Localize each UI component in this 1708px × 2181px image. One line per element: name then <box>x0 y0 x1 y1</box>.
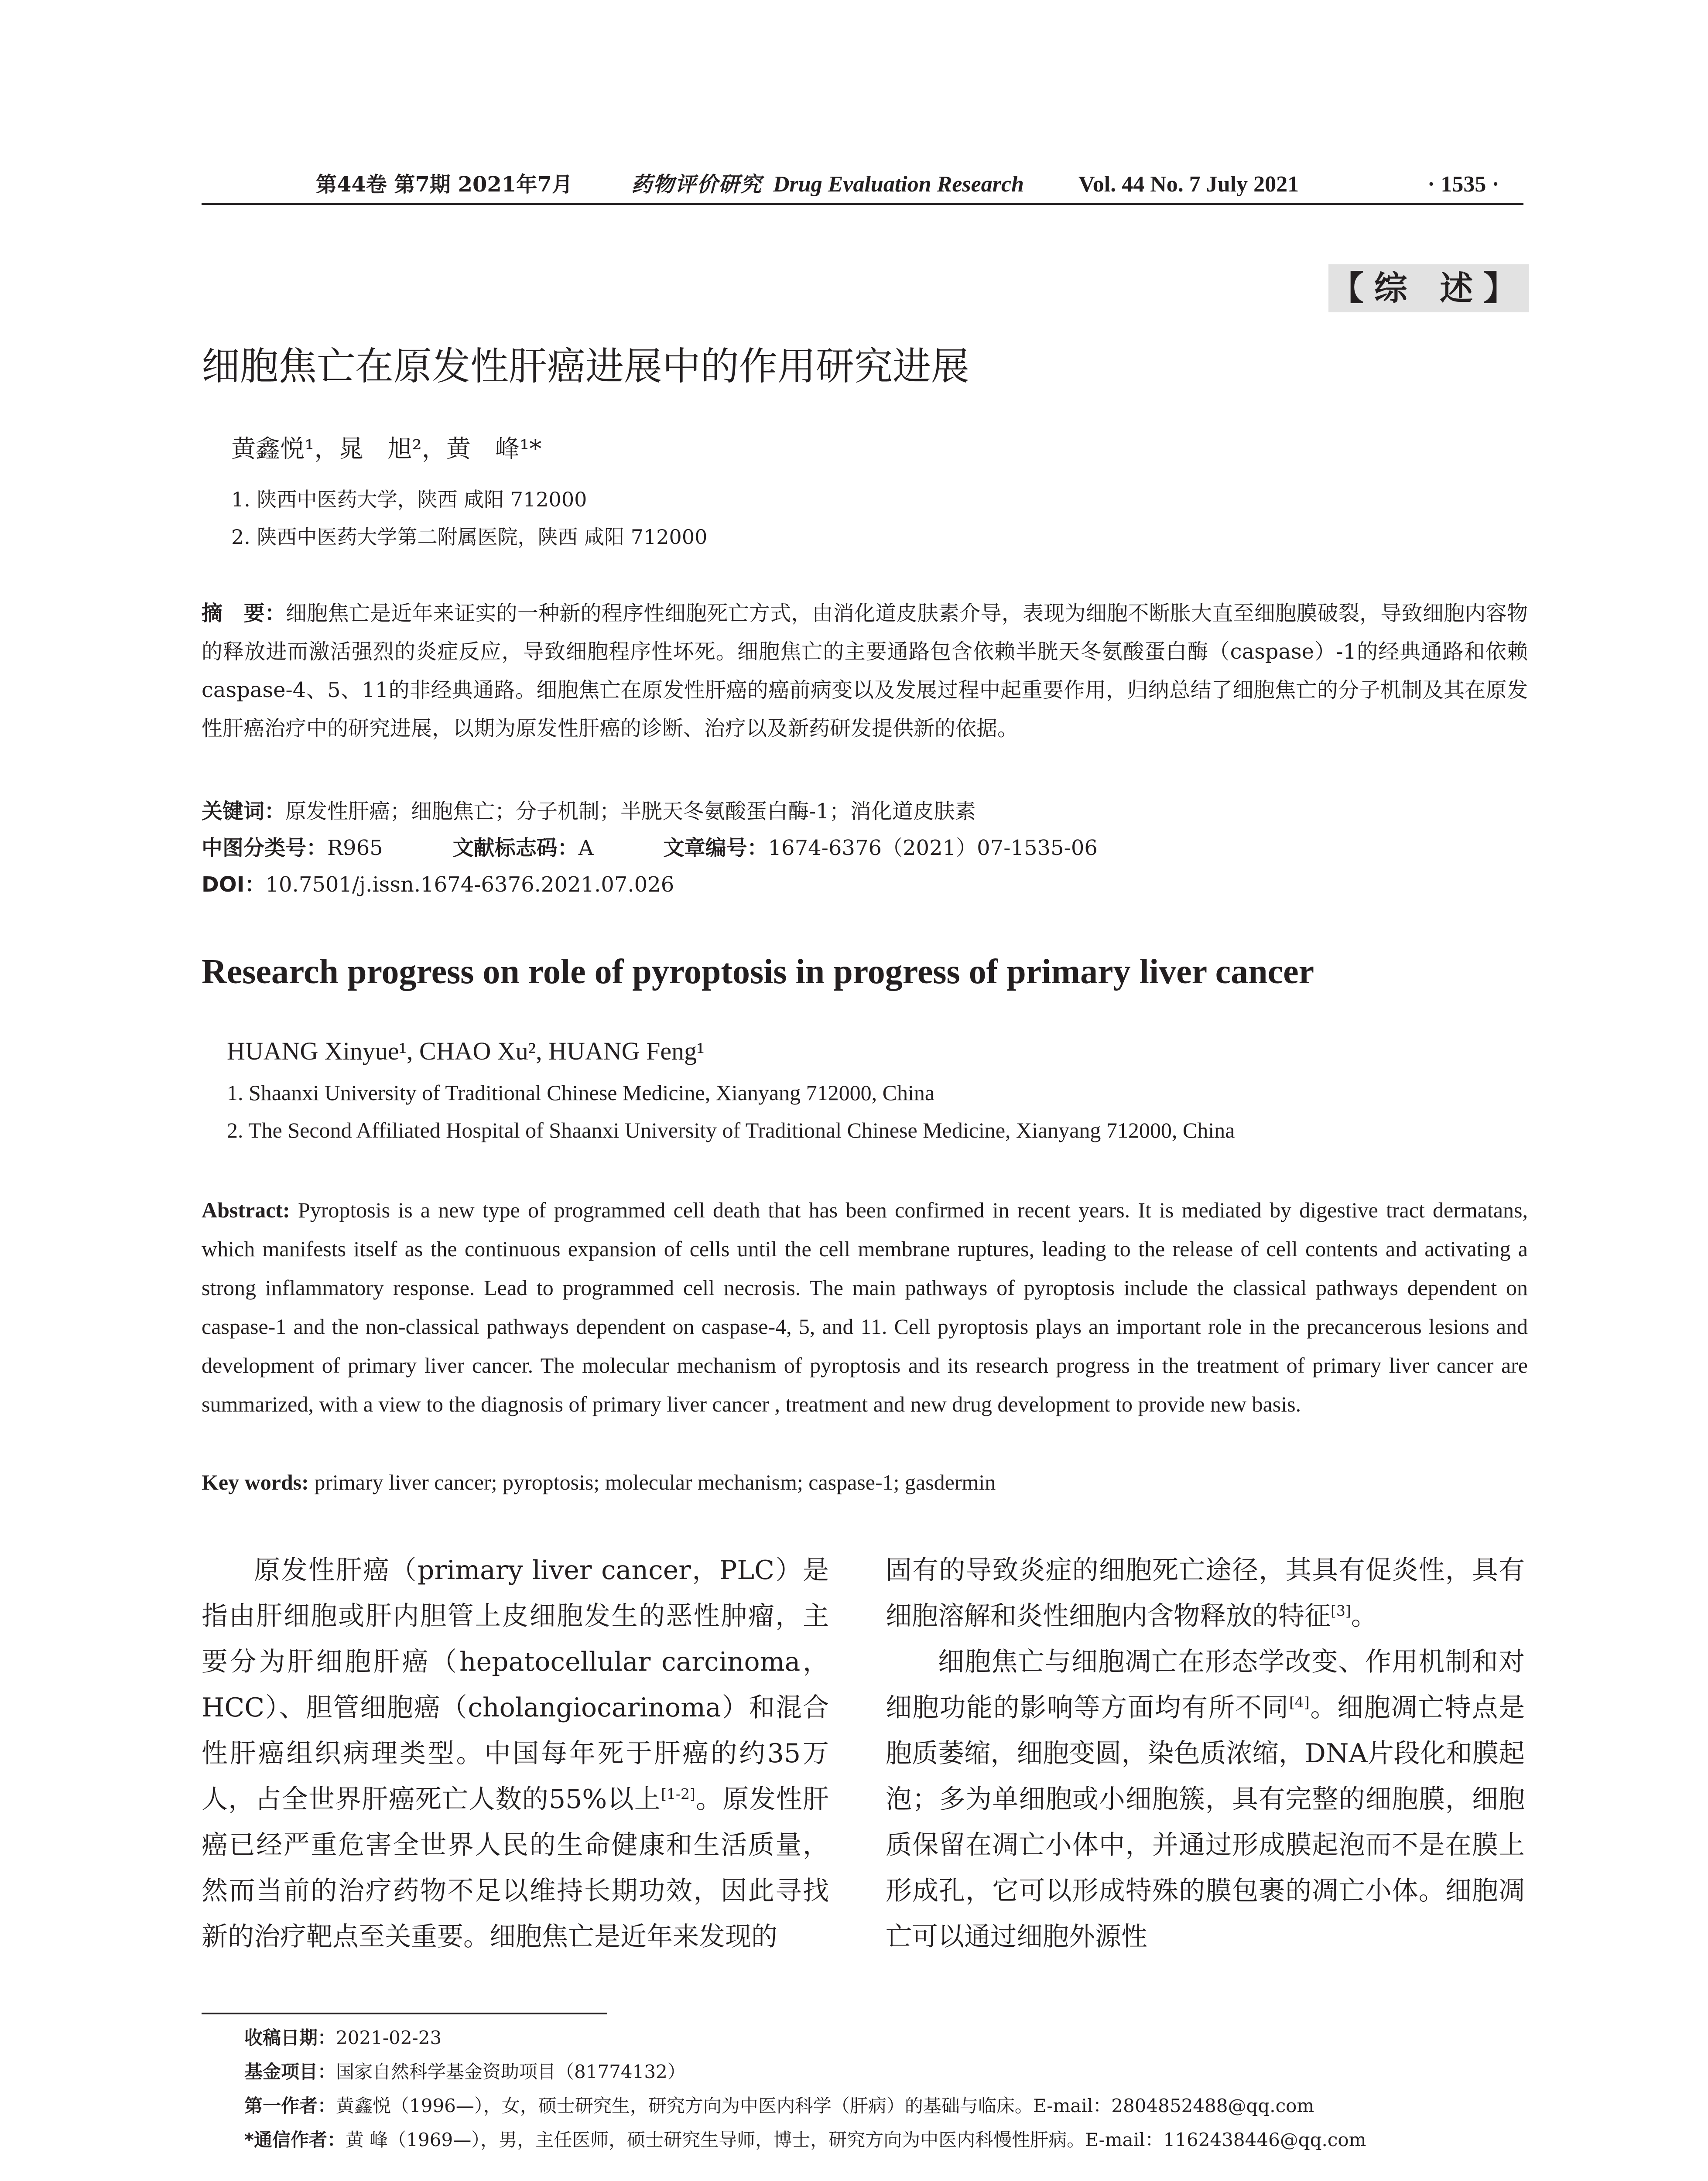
body-right-paragraph-1 <box>886 1548 1525 1639</box>
article-number-label: 文章编号： <box>663 836 768 860</box>
header-page-number: · 1535 · <box>1427 172 1499 197</box>
footnote-corresponding-author <box>244 2124 1366 2156</box>
body-right-text-p2a: 细胞焦亡与细胞凋亡在形态学改变、作用机制和对细胞功能的影响等方面均有所不同 <box>886 1647 1525 1723</box>
column-tag: 【综 述】 <box>1328 264 1529 312</box>
footnote-first-author <box>244 2090 1314 2122</box>
header-volume-en: Vol. 44 No. 7 July 2021 <box>1078 172 1299 197</box>
body-right-text-p1a: 固有的导致炎症的细胞死亡途径，其具有促炎性，具有细胞溶解和炎性细胞内含物释放的特征 <box>886 1555 1525 1631</box>
body-right-text-p1b: 。 <box>1351 1601 1377 1631</box>
received-label: 收稿日期： <box>244 2027 336 2048</box>
corresponding-text: 黄 峰（1969—），男，主任医师，硕士研究生导师，博士，研究方向为中医内科慢性肝病。E-mail：1162438446@qq.com <box>345 2129 1366 2150</box>
article-title-cn: 细胞焦亡在原发性肝癌进展中的作用研究进展 <box>202 344 970 389</box>
doi-value: 10.7501/j.issn.1674-6376.2021.07.026 <box>265 872 674 897</box>
body-column-left <box>202 1548 829 1960</box>
body-left-text-b: 。原发性肝癌已经严重危害全世界人民的生命健康和生活质量，然而当前的治疗药物不足以维持长期功效，因此寻找新的治疗靶点至关重要。细胞焦亡是近年来发现的 <box>202 1784 829 1952</box>
body-right-paragraph-2 <box>886 1639 1525 1960</box>
keywords-en <box>202 1465 996 1500</box>
doi-line <box>202 867 674 902</box>
keywords-cn <box>202 794 976 829</box>
clc-value: R965 <box>327 836 383 860</box>
affiliation-en-2: 2. The Second Affiliated Hospital of Shaanxi University of Traditional Chinese Medicine, Xianyang 712000, China <box>227 1118 1235 1142</box>
citation-3[interactable]: [3] <box>1331 1602 1351 1619</box>
article-number-value: 1674-6376（2021）07-1535-06 <box>768 836 1098 860</box>
keywords-cn-text: 原发性肝癌；细胞焦亡；分子机制；半胱天冬氨酸蛋白酶-1；消化道皮肤素 <box>285 799 976 824</box>
authors-en: HUANG Xinyue¹, CHAO Xu², HUANG Feng¹ <box>227 1037 705 1065</box>
fund-label: 基金项目： <box>244 2061 336 2082</box>
doc-code-value: A <box>578 836 594 860</box>
first-author-text: 黄鑫悦（1996—），女，硕士研究生，研究方向为中医内科学（肝病）的基础与临床。E-mail：2804852488@qq.com <box>336 2095 1314 2116</box>
header-rule <box>202 203 1523 205</box>
affiliation-en-1: 1. Shaanxi University of Traditional Chinese Medicine, Xianyang 712000, China <box>227 1080 935 1105</box>
article-title-en: Research progress on role of pyroptosis in progress of primary liver cancer <box>202 953 1314 991</box>
received-date: 2021-02-23 <box>336 2027 442 2048</box>
running-header <box>202 169 1523 200</box>
clc-label: 中图分类号： <box>202 836 328 860</box>
affiliation-cn-1: 1. 陕西中医药大学，陕西 咸阳 712000 <box>231 488 587 511</box>
header-journal-cn: 药物评价研究 <box>631 172 763 197</box>
footnote-rule <box>202 2013 607 2014</box>
doc-code-label: 文献标志码： <box>452 836 578 860</box>
abstract-en <box>202 1191 1528 1424</box>
header-journal-en: Drug Evaluation Research <box>773 172 1024 197</box>
article-number-field <box>663 836 1097 860</box>
abstract-cn <box>202 594 1528 748</box>
keywords-en-label: Key words: <box>202 1470 309 1494</box>
abstract-en-text: Pyroptosis is a new type of programmed cell death that has been confirmed in recent years. It is mediated by digestive tract dermatans, which manifests itself as the continuous expansion of cells until the cell membrane ruptures, leading to the release of cell contents and activating a strong inflammatory response. Lead to programmed cell necrosis. The main pathways of pyroptosis include the classical pathways dependent on caspase-1 and the non-classical pathways dependent on caspase-4, 5, and 11. Cell pyroptosis plays an important role in the precancerous lesions and development of primary liver cancer. The molecular mechanism of pyroptosis and its research progress in the treatment of primary liver cancer are summarized, with a view to the diagnosis of primary liver cancer , treatment and new drug development to provide new basis. <box>202 1198 1528 1416</box>
abstract-en-label: Abstract: <box>202 1198 290 1222</box>
keywords-en-text: primary liver cancer; pyroptosis; molecular mechanism; caspase-1; gasdermin <box>314 1470 996 1494</box>
citation-1-2[interactable]: [1-2] <box>661 1785 695 1802</box>
affiliation-cn-2: 2. 陕西中医药大学第二附属医院，陕西 咸阳 712000 <box>231 525 708 549</box>
abstract-cn-label: 摘 要： <box>202 601 286 626</box>
citation-4[interactable]: [4] <box>1289 1694 1310 1711</box>
clc-field <box>202 836 383 860</box>
classification-line <box>202 831 1167 865</box>
doc-code-field <box>453 836 594 860</box>
abstract-cn-text: 细胞焦亡是近年来证实的一种新的程序性细胞死亡方式，由消化道皮肤素介导，表现为细胞不断胀大直至细胞膜破裂，导致细胞内容物的释放进而激活强烈的炎症反应，导致细胞程序性坏死。细胞焦亡的主要通路包含依赖半胱天冬氨酸蛋白酶（caspase）-1的经典通路和依赖caspase-4、5、11的非经典通路。细胞焦亡在原发性肝癌的癌前病变以及发展过程中起重要作用，归纳总结了细胞焦亡的分子机制及其在原发性肝癌治疗中的研究进展，以期为原发性肝癌的诊断、治疗以及新药研发提供新的依据。 <box>202 601 1528 741</box>
corresponding-label: *通信作者： <box>244 2129 346 2150</box>
fund-text: 国家自然科学基金资助项目（81774132） <box>336 2061 686 2082</box>
body-column-right <box>886 1548 1525 1960</box>
keywords-cn-label: 关键词： <box>202 799 286 824</box>
footnote-received <box>244 2022 442 2054</box>
doi-label: DOI： <box>202 872 266 897</box>
first-author-label: 第一作者： <box>244 2095 336 2116</box>
header-volume-cn: 第44卷 第7期 2021年7月 <box>316 172 573 197</box>
body-left-text-a: 原发性肝癌（primary liver cancer，PLC）是指由肝细胞或肝内胆管上皮细胞发生的恶性肿瘤，主要分为肝细胞肝癌（hepatocellular carcinoma，HCC）、胆管细胞癌（cholangiocarinoma）和混合性肝癌组织病理类型。中国每年死于肝癌的约35万人，占全世界肝癌死亡人数的55%以上 <box>202 1555 829 1815</box>
footnote-fund <box>244 2056 686 2088</box>
body-right-text-p2b: 。细胞凋亡特点是胞质萎缩，细胞变圆，染色质浓缩，DNA片段化和膜起泡；多为单细胞或小细胞簇，具有完整的细胞膜，细胞质保留在凋亡小体中，并通过形成膜起泡而不是在膜上形成孔，它可以形成特殊的膜包裹的凋亡小体。细胞凋亡可以通过细胞外源性 <box>886 1692 1525 1952</box>
authors-cn: 黄鑫悦¹，晁 旭²，黄 峰¹* <box>231 435 542 463</box>
